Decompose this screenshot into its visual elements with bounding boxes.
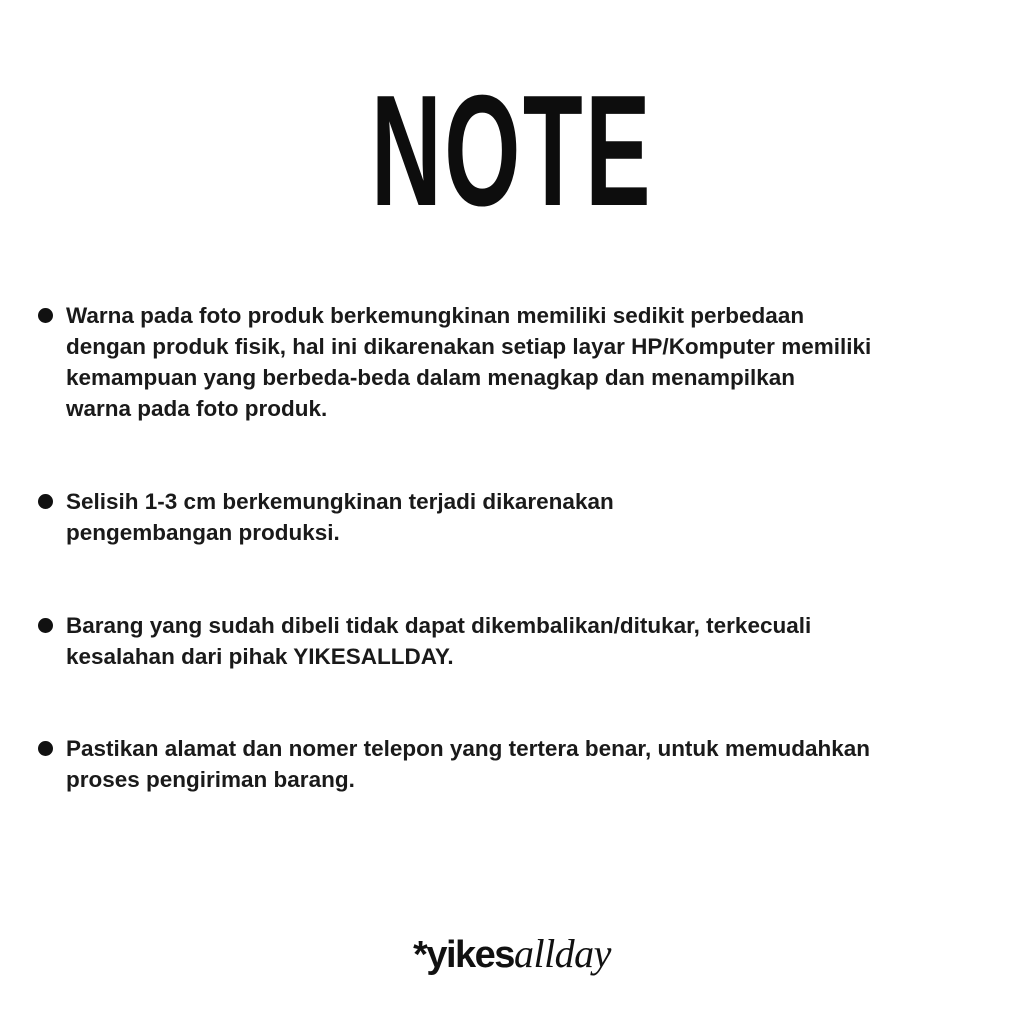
note-line: pengembangan produksi. [66,520,340,545]
bullet-icon [38,494,53,509]
note-line: Warna pada foto produk berkemungkinan memiliki sedikit perbedaan [66,303,805,328]
note-line: kemampuan yang berbeda-beda dalam menagkap dan menampilkan [66,365,795,390]
brand-logo [0,930,1024,977]
logo-bold-text: *yikes [413,934,514,976]
logo-italic-text: allday [513,931,611,976]
page-title: NOTE [370,63,654,239]
bullet-icon [38,741,53,756]
note-line: Selisih 1-3 cm berkemungkinan terjadi dikarenakan [66,489,614,514]
note-line: Barang yang sudah dibeli tidak dapat dikembalikan/ditukar, terkecuali [66,613,812,638]
note-text [66,486,996,548]
bullet-icon [38,618,53,633]
note-text [66,300,996,424]
note-line: dengan produk fisik, hal ini dikarenakan setiap layar HP/Komputer memiliki [66,334,872,359]
note-text [66,610,996,672]
note-text [66,733,996,795]
note-line: proses pengiriman barang. [66,767,355,792]
note-line: Pastikan alamat dan nomer telepon yang tertera benar, untuk memudahkan [66,736,870,761]
note-line: warna pada foto produk. [66,396,328,421]
bullet-icon [38,308,53,323]
note-line: kesalahan dari pihak YIKESALLDAY. [66,644,454,669]
